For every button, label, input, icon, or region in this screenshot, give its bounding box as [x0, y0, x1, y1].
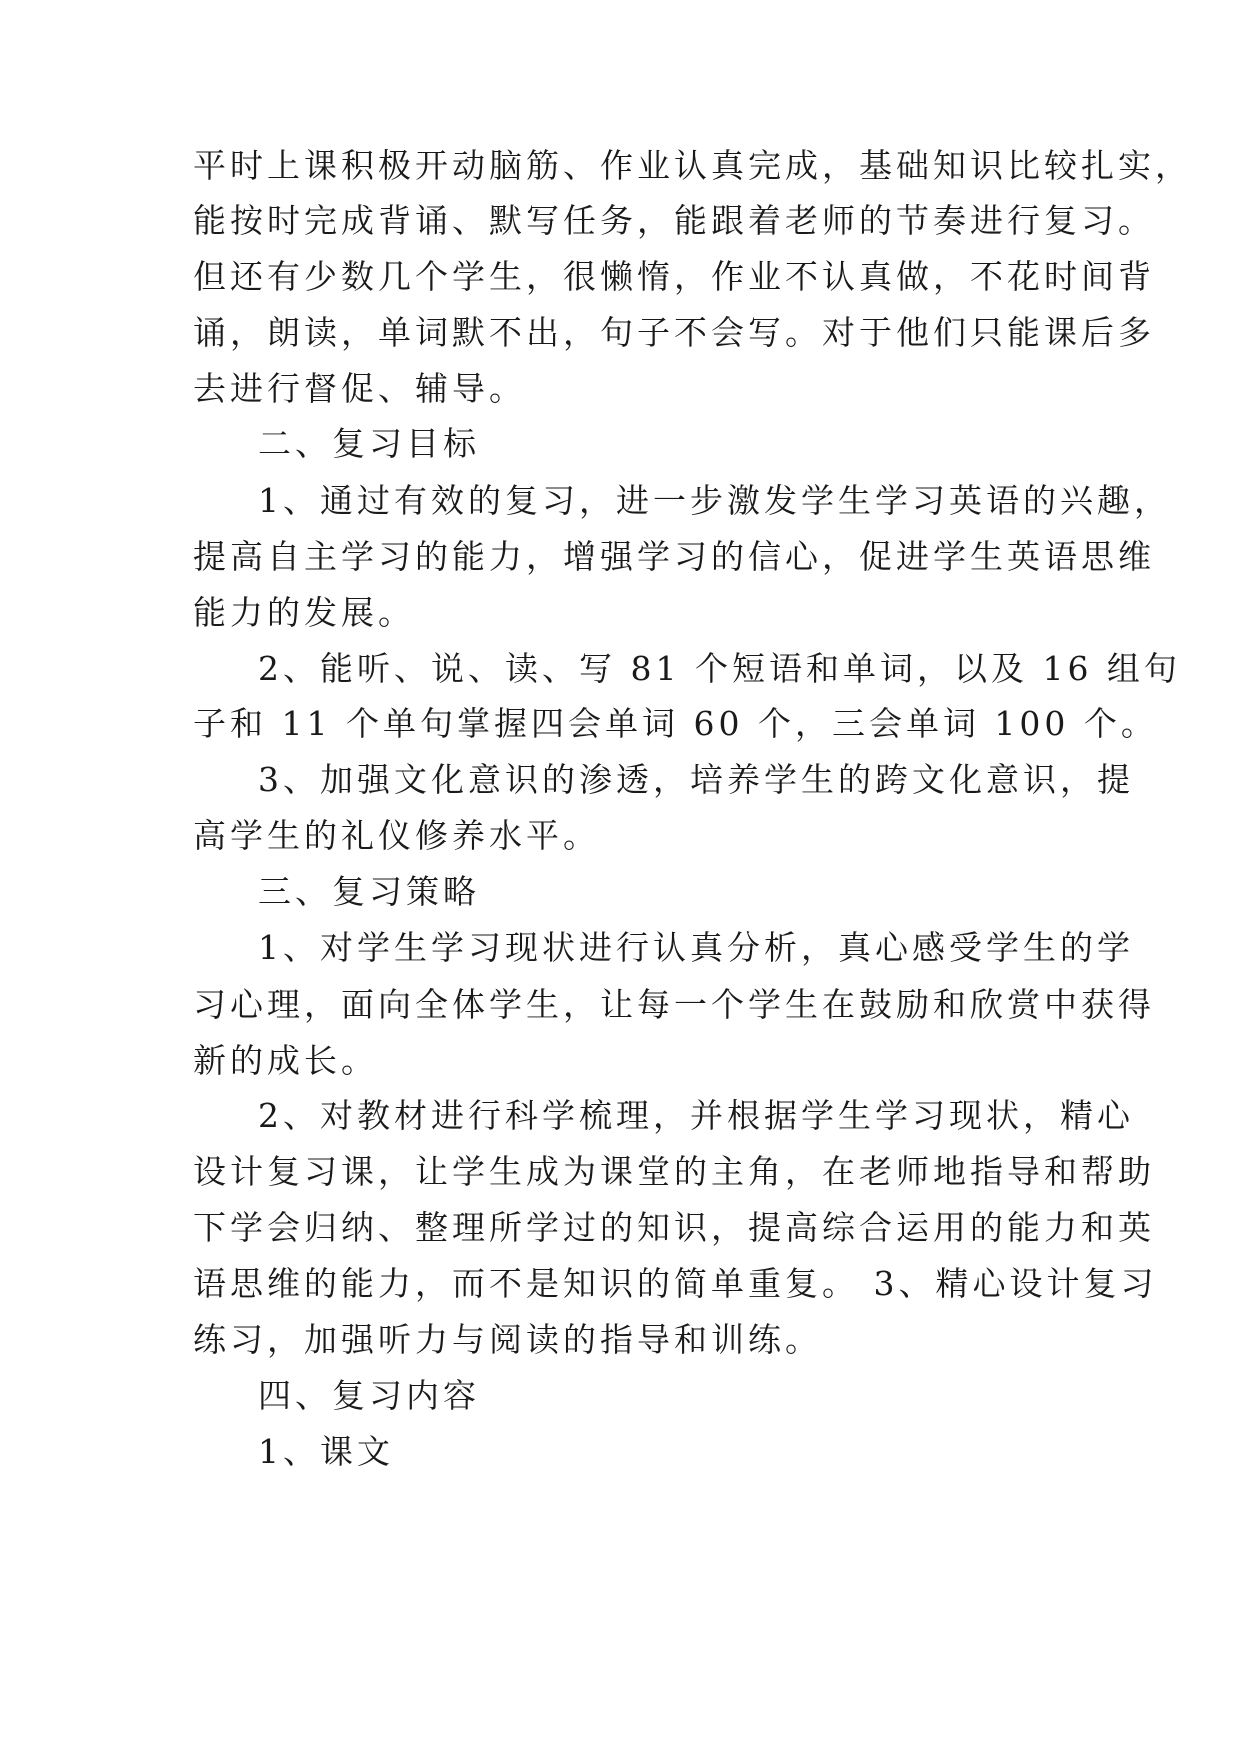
section-heading: 四、复习内容: [258, 1376, 480, 1415]
paragraph-line: 子和 11 个单句掌握四会单词 60 个，三会单词 100 个。: [193, 704, 1158, 743]
paragraph-line: 习心理，面向全体学生，让每一个学生在鼓励和欣赏中获得: [193, 985, 1155, 1024]
paragraph-line: 练习，加强听力与阅读的指导和训练。: [193, 1320, 822, 1359]
paragraph-line: 诵，朗读，单词默不出，句子不会写。对于他们只能课后多: [193, 313, 1155, 352]
paragraph-line: 新的成长。: [193, 1041, 378, 1080]
paragraph-line: 设计复习课，让学生成为课堂的主角，在老师地指导和帮助: [193, 1152, 1155, 1191]
paragraph-line: 下学会归纳、整理所学过的知识，提高综合运用的能力和英: [193, 1208, 1155, 1247]
paragraph-line: 1、对学生学习现状进行认真分析，真心感受学生的学: [258, 928, 1134, 967]
paragraph-line: 平时上课积极开动脑筋、作业认真完成，基础知识比较扎实，: [193, 146, 1192, 185]
paragraph-line: 高学生的礼仪修养水平。: [193, 816, 600, 855]
paragraph-line: 能按时完成背诵、默写任务，能跟着老师的节奏进行复习。: [193, 201, 1155, 240]
paragraph-line: 但还有少数几个学生，很懒惰，作业不认真做，不花时间背: [193, 257, 1155, 296]
paragraph-line: 1、课文: [258, 1432, 394, 1471]
paragraph-line: 去进行督促、辅导。: [193, 369, 526, 408]
paragraph-line: 语思维的能力，而不是知识的简单重复。 3、精心设计复习: [193, 1264, 1158, 1303]
paragraph-line: 2、能听、说、读、写 81 个短语和单词，以及 16 组句: [258, 649, 1181, 688]
section-heading: 三、复习策略: [258, 872, 480, 911]
section-heading: 二、复习目标: [258, 424, 480, 463]
paragraph-line: 能力的发展。: [193, 593, 415, 632]
paragraph-line: 2、对教材进行科学梳理，并根据学生学习现状，精心: [258, 1096, 1134, 1135]
paragraph-line: 提高自主学习的能力，增强学习的信心，促进学生英语思维: [193, 537, 1155, 576]
paragraph-line: 3、加强文化意识的渗透，培养学生的跨文化意识，提: [258, 760, 1134, 799]
paragraph-line: 1、通过有效的复习，进一步激发学生学习英语的兴趣，: [258, 481, 1171, 520]
